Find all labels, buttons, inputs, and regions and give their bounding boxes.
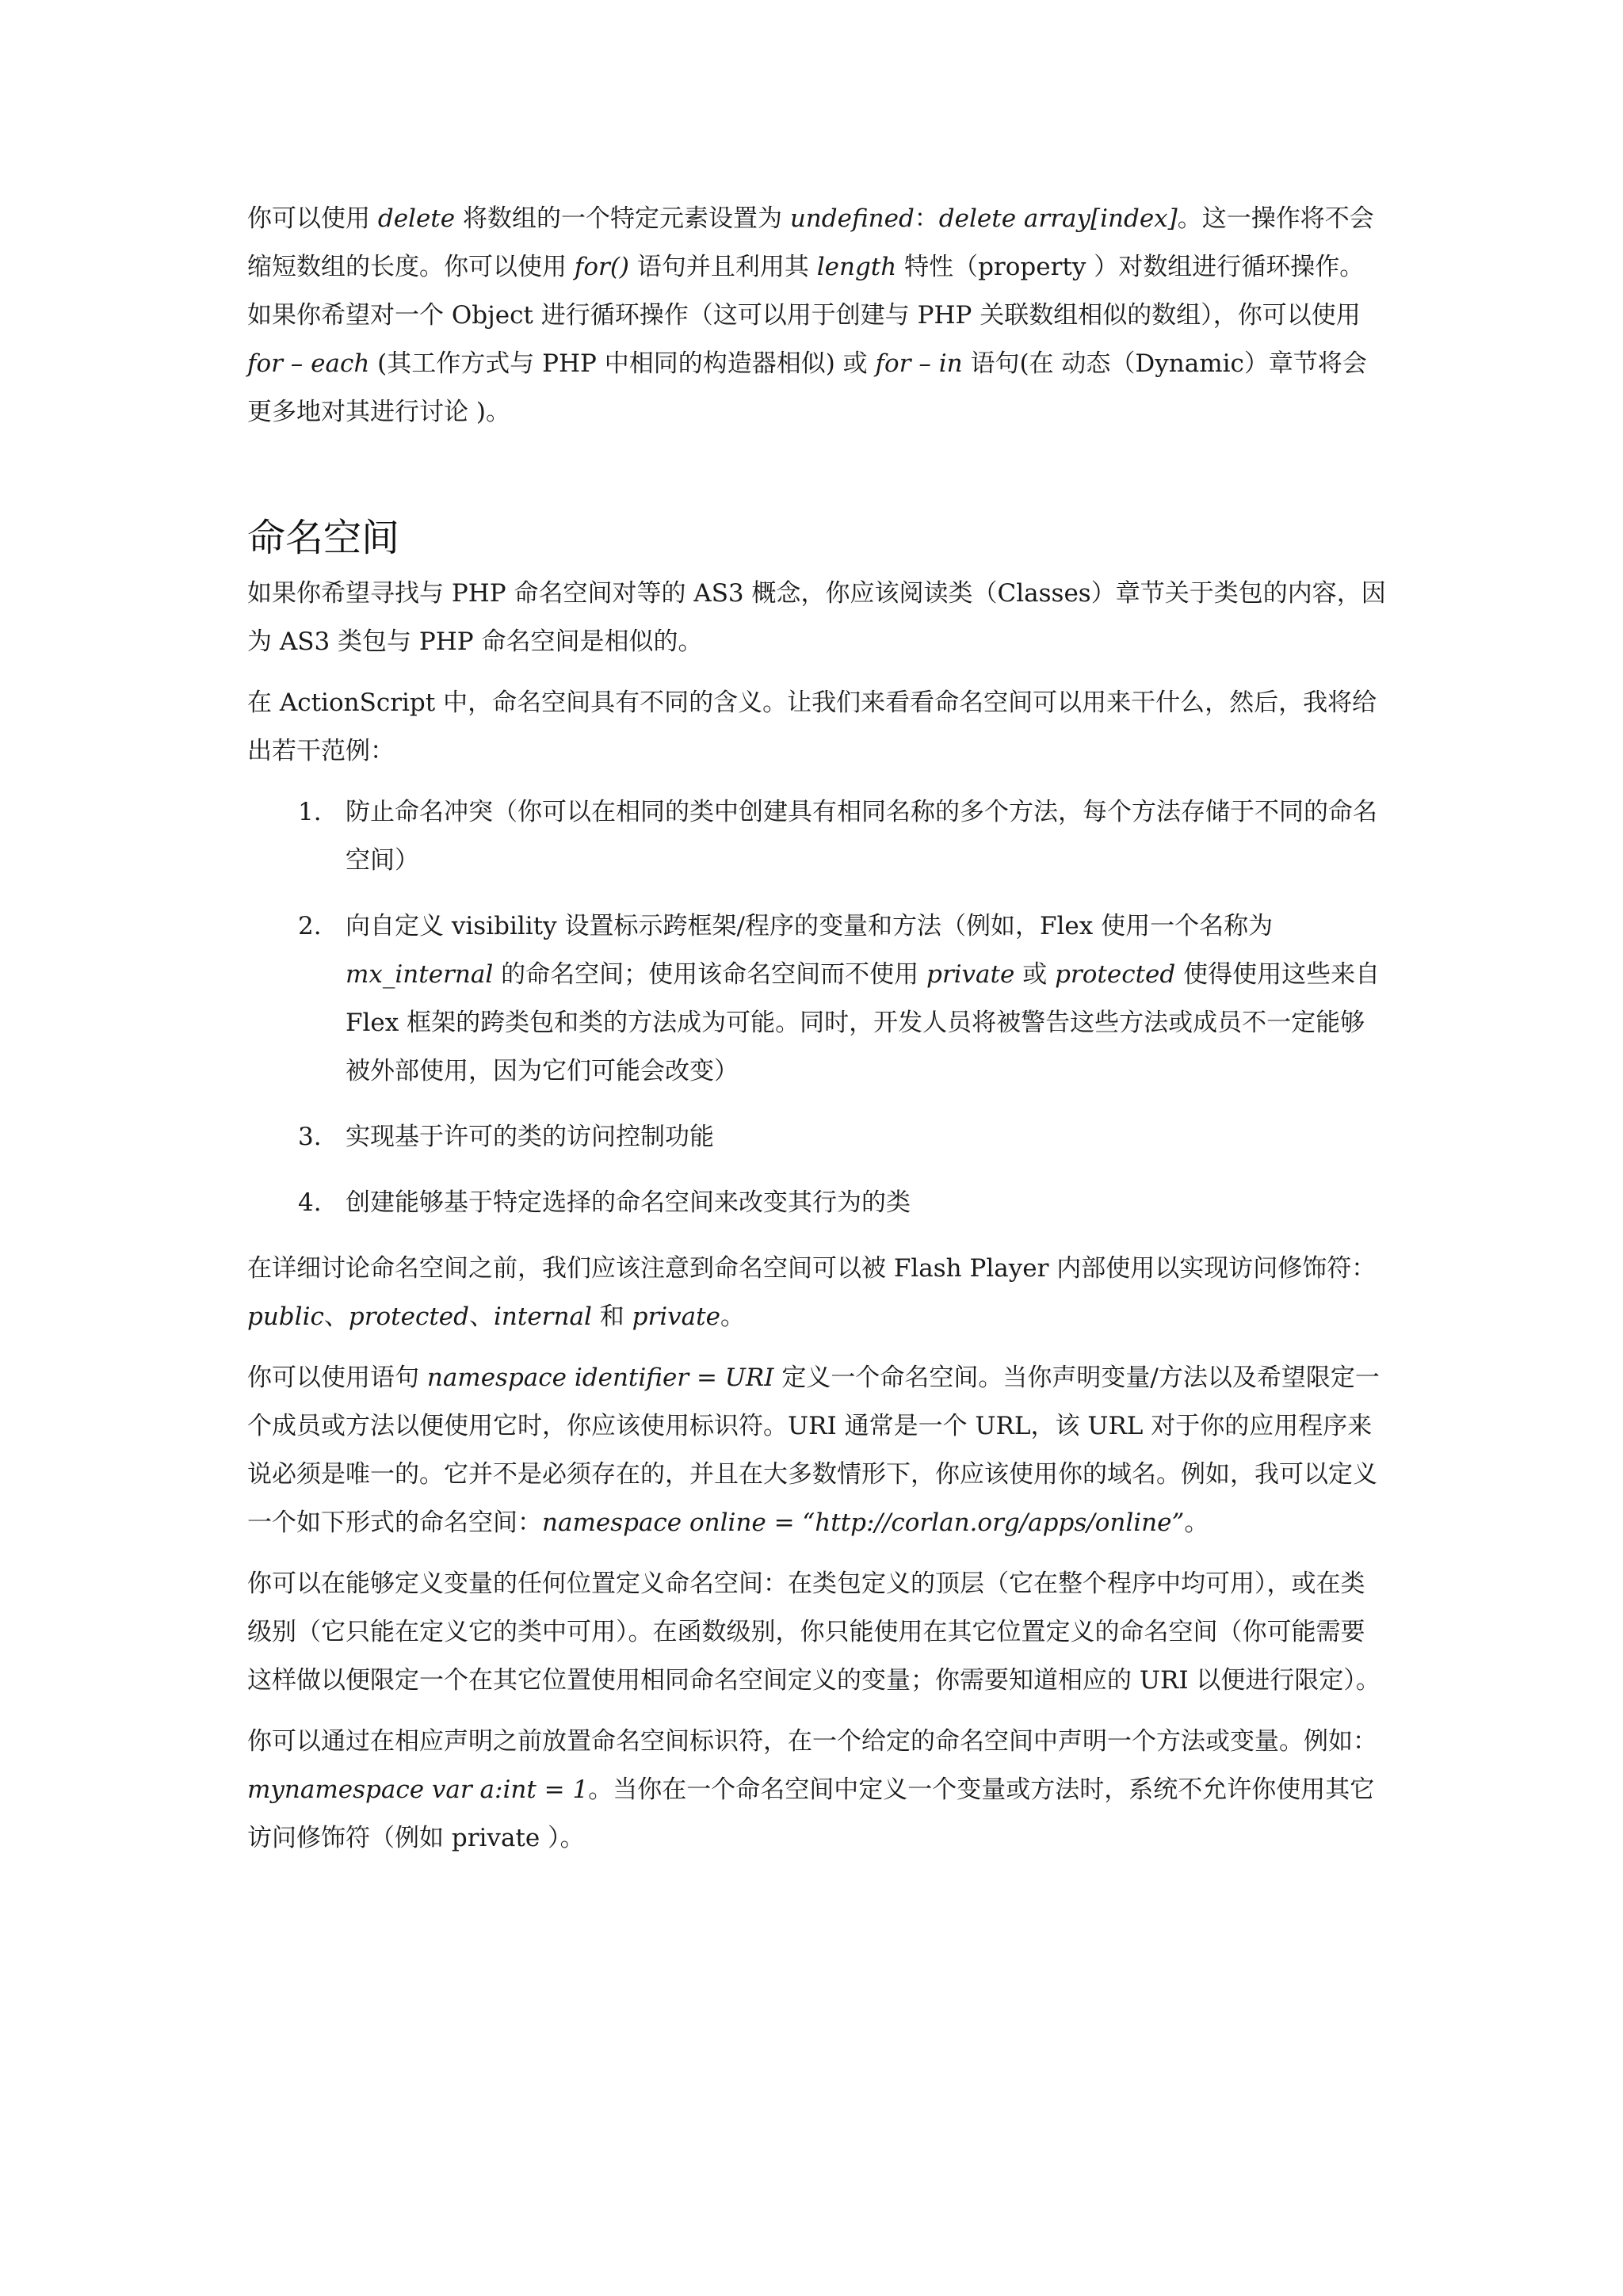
code-term: namespace identifier = URI <box>426 1363 774 1392</box>
list-number: 1. <box>298 798 322 826</box>
text-run: 语句并且利用其 <box>629 253 817 281</box>
list-number: 3. <box>298 1123 322 1151</box>
code-term: delete <box>377 204 456 233</box>
paragraph-namespace-definition <box>247 1354 1388 1547</box>
code-term: internal <box>494 1302 592 1331</box>
text-run: 、 <box>323 1302 349 1331</box>
code-term: public <box>247 1302 324 1331</box>
paragraph-php-namespace: 如果你希望寻找与 PHP 命名空间对等的 AS3 概念，你应该阅读类（Classes）章节关于类包的内容，因为 AS3 类包与 PHP 命名空间是相似的。 <box>247 579 1386 656</box>
code-term: protected <box>348 1302 469 1331</box>
code-term: mynamespace var a:int = 1 <box>247 1775 589 1804</box>
text-run: 和 <box>591 1302 632 1331</box>
paragraph-namespace-scope: 你可以在能够定义变量的任何位置定义命名空间：在类包定义的顶层（它在整个程序中均可用），或在类级别（它只能在定义它的类中可用）。在函数级别，你只能使用在其它位置定义的命名空间（你可能需要这样做以便限定一个在其它位置使用相同命名空间定义的变量；你需要知道相应的 URI 以便进行限定）。 <box>247 1569 1381 1695</box>
text-run: (其工作方式与 PHP 中相同的构造器相似) 或 <box>369 349 876 378</box>
text-run: 特性（property ）对数组进行循环操作。如果你希望对一个 Object 进行循环操作（这可以用于创建与 PHP 关联数组相似的数组），你可以使用 <box>247 253 1365 330</box>
list-item <box>247 902 1388 1096</box>
list-number: 2. <box>298 912 322 940</box>
code-term: for – each <box>247 349 370 378</box>
list-number: 4. <box>298 1188 322 1217</box>
list-item <box>247 1113 1388 1161</box>
text-run: 你可以通过在相应声明之前放置命名空间标识符，在一个给定的命名空间中声明一个方法或变量。例如： <box>247 1727 1377 1756</box>
text-run: ： <box>914 204 939 233</box>
code-term: undefined <box>789 204 915 233</box>
text-run: 、 <box>469 1302 494 1331</box>
list-item-text: 防止命名冲突（你可以在相同的类中创建具有相同名称的多个方法，每个方法存储于不同的命名空间） <box>346 798 1377 875</box>
text-run: 语句(在 动态（Dynamic）章节将会更多地对其进行讨论 )。 <box>247 349 1367 426</box>
section-heading: 命名空间 <box>247 516 400 560</box>
code-term: length <box>816 253 897 281</box>
text-run: 。当你在一个命名空间中定义一个变量或方法时，系统不允许你使用其它访问修饰符（例如 private ）。 <box>247 1775 1375 1852</box>
page-content <box>247 195 1388 1875</box>
text-run: 。这一操作将不会缩短数组的长度。你可以使用 <box>247 204 1374 281</box>
list-item-text: 实现基于许可的类的访问控制功能 <box>346 1123 714 1151</box>
paragraph-access-modifiers <box>247 1245 1388 1341</box>
text-run: 或 <box>1014 960 1056 989</box>
text-run: 。 <box>1184 1508 1209 1537</box>
paragraph-namespace-declaration <box>247 1718 1388 1863</box>
code-term: delete array[index] <box>938 204 1178 233</box>
code-term: private <box>926 960 1015 989</box>
text-run: 的命名空间；使用该命名空间而不使用 <box>493 960 926 989</box>
code-term: namespace online = “http://corlan.org/apps/online” <box>542 1508 1185 1537</box>
namespace-uses-list <box>247 788 1388 1227</box>
code-term: private <box>632 1302 720 1331</box>
code-term: protected <box>1055 960 1176 989</box>
code-term: for – in <box>875 349 963 378</box>
text-run: 你可以使用语句 <box>247 1363 427 1392</box>
list-item <box>247 788 1388 885</box>
list-item-text: 创建能够基于特定选择的命名空间来改变其行为的类 <box>346 1188 911 1217</box>
text-run: 在详细讨论命名空间之前，我们应该注意到命名空间可以被 Flash Player 内部使用以实现访问修饰符： <box>247 1254 1377 1283</box>
paragraph-actionscript-meaning: 在 ActionScript 中，命名空间具有不同的含义。让我们来看看命名空间可以用来干什么，然后，我将给出若干范例： <box>247 688 1377 765</box>
intro-paragraph <box>247 195 1388 437</box>
text-run: 将数组的一个特定元素设置为 <box>455 204 790 233</box>
list-item <box>247 1179 1388 1227</box>
text-run: 向自定义 visibility 设置标示跨框架/程序的变量和方法（例如，Flex 使用一个名称为 <box>346 912 1274 940</box>
text-run: 。 <box>720 1302 745 1331</box>
text-run: 你可以使用 <box>247 204 378 233</box>
text-run: 定义一个命名空间。当你声明变量/方法以及希望限定一个成员或方法以便使用它时，你应该使用标识符。URI 通常是一个 URL，该 URL 对于你的应用程序来说必须是唯一的。它并不是必须存在的，并且在大多数情形下，你应该使用你的域名。例如，我可以定义一个如下形式的命名空间： <box>247 1363 1380 1537</box>
code-term: mx_internal <box>346 960 494 989</box>
code-term: for() <box>574 253 630 281</box>
text-run: 使得使用这些来自 Flex 框架的跨类包和类的方法成为可能。同时，开发人员将被警告这些方法或成员不一定能够被外部使用，因为它们可能会改变） <box>346 960 1381 1085</box>
